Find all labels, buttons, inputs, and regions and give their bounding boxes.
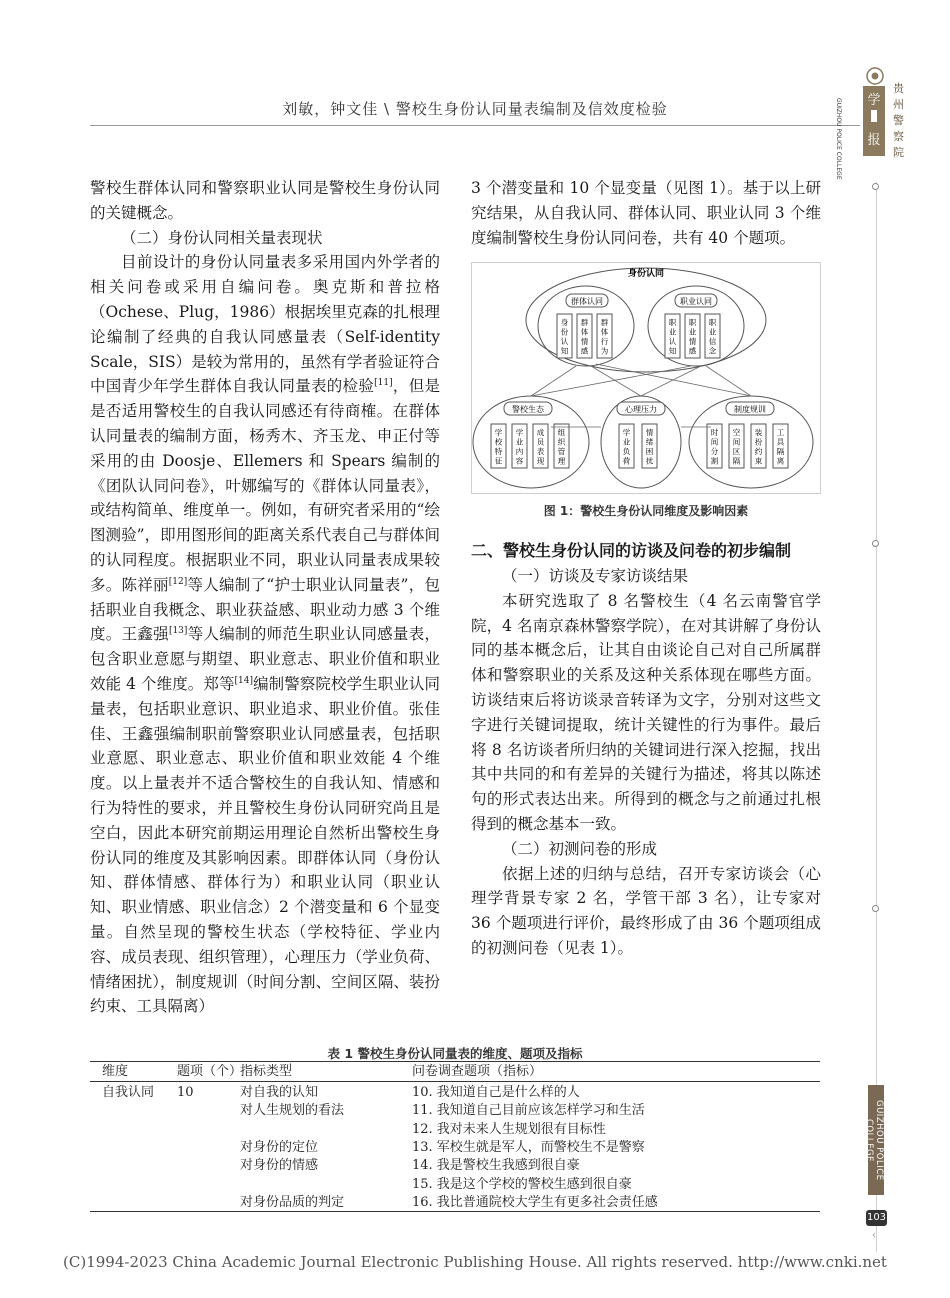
paragraph: 警校生群体认同和警察职业认同是警校生身份认同的关键概念。: [90, 179, 440, 222]
sidebar-dot: [872, 905, 879, 912]
diagram-state-label: 警校生态: [512, 405, 544, 414]
svg-text:学: 学: [867, 93, 881, 108]
diagram-rules-label: 制度规训: [734, 405, 766, 414]
figure-1: [471, 262, 821, 520]
journal-logo: [835, 62, 904, 180]
text-span: 等人编制的师范生职业认同感量表，包含职业意愿与期望、职业意志、职业价值和职业效能 4 个维度。郑等: [90, 625, 440, 693]
table-header: 指标类型: [240, 1064, 293, 1079]
table-cell: 16. 我比普通院校大学生有更多社会责任感: [412, 1194, 658, 1210]
table-header: 维度: [102, 1064, 129, 1079]
table-cell: 11. 我知道自己目前应该怎样学习和生活: [412, 1103, 645, 1119]
svg-text:州: 州: [893, 98, 904, 111]
right-column-top: [471, 176, 821, 250]
citation[interactable]: [11]: [374, 378, 393, 389]
table-rule: [90, 1081, 820, 1082]
text-span: 编制警察院校学生职业认同量表，包括职业意识、职业追求、职业价值。张佳佳、王鑫强编制职前警察职业认同感量表，包括职业意愿、职业意志、职业价值和职业效能 4 个维度。以上量表并不适合警校生的自我认知、情感和行为特性的要求，并且警校生身份认同研究尚且是空白，因此本研究前期运用理论自然析出警校生身份认同的维度及其影响因素。即群体认同（身份认知、群体情感、群体行为）和职业认同（职业认知、职业情感、职业信念）2 个潜变量和 6 个显变量。自然呈现的警校生状态（学校特征、学业内容、成员表现、组织管理），心理压力（学业负荷、情绪困扰），制度规训（时间分割、空间区隔、装扮约束、工具隔离）: [90, 674, 440, 1016]
table-cell: 12. 我对未来人生规划很有目标性: [412, 1121, 606, 1137]
diagram-item-label: 学校特征: [494, 428, 503, 466]
text-span: ，但是是否适用警校生的自我认同感还有待商榷。在群体认同量表的编制方面，杨秀木、齐玉龙、申正付等采用的由 Doosje、Ellemers 和 Spears 编制的《团队认同问卷》，叶娜编写的《群体认同量表》，或结构简单、维度单一。例如，有研究者采用的“绘图测验”，即用图形间的距离关系代表自己与群体间的认同程度。根据职业不同，职业认同量表成果较多。陈祥丽: [90, 377, 440, 594]
diagram-item-label: 职业情感: [688, 318, 697, 356]
diagram-top-label: 身份认同: [627, 269, 665, 279]
text-span: 等人编制了“护士职业认同量表”，包括职业自我概念、职业获益感、职业动力感 3 个维度。王鑫强: [90, 575, 440, 644]
copyright-footer: (C)1994-2023 China Academic Journal Electronic Publishing House. All rights reserved. http://www.cnki.net: [63, 1253, 887, 1271]
table-cell: 15. 我是这个学校的警校生感到很自豪: [412, 1176, 632, 1192]
diagram-item-label: 群体情感: [580, 318, 589, 356]
citation[interactable]: [14]: [234, 675, 254, 686]
table-cell: 10: [177, 1085, 194, 1100]
diagram-item-label: 时间分割: [710, 428, 719, 466]
citation[interactable]: [13]: [168, 626, 188, 637]
diagram-item-label: 工具隔离: [776, 428, 785, 466]
table-cell: 14. 我是警校生我感到很自豪: [412, 1158, 580, 1174]
sidebar-dot: [872, 540, 879, 547]
svg-text:院: 院: [893, 146, 904, 159]
paragraph: 3 个潜变量和 10 个显变量（见图 1）。基于以上研究结果，从自我认同、群体认同、职业认同 3 个维度编制警校生身份认同问卷，共有 40 个题项。: [471, 179, 821, 247]
table-cell: 对身份的情感: [240, 1158, 319, 1174]
right-column-bottom: [471, 538, 821, 961]
table-cell: 对身份的定位: [240, 1139, 319, 1155]
paragraph: 本研究选取了 8 名警校生（4 名云南警官学院，4 名南京森林警察学院），在对其讲解了身份认同的基本概念后，让其自由谈论自己对自己所属群体和警察职业的关系及这种关系体现在哪些方面。访谈结束后将访谈录音转译为文字，分别对这些文字进行关键词提取，统计关键性的行为事件。最后将 8 名访谈者所归纳的关键词进行深入挖掘，找出其中共同的和有差异的关键行为描述，将其以陈述句的形式表达出来。所得到的概念与之前通过扎根得到的概念基本一致。: [471, 591, 821, 833]
table-header: 问卷调查题项（指标）: [412, 1064, 543, 1079]
table-header: 题项（个）: [177, 1064, 243, 1079]
diagram-item-label: 职业认知: [668, 318, 677, 356]
diagram-pressure-label: 心理压力: [625, 405, 657, 414]
chevron-icon: ‹: [872, 1230, 876, 1241]
svg-text:报: 报: [867, 133, 881, 148]
left-column: [90, 176, 440, 1019]
svg-text:察: 察: [893, 130, 904, 143]
text-span: 目前设计的身份认同量表多采用国内外学者的相关问卷或采用自编问卷。奥克斯和普拉格（Ochese、Plug，1986）根据埃里克森的扎根理论编制了经典的自我认同感量表（Self-identity Scale，SIS）是较为常用的，虽然有学者验证符合中国青少年学生群体自我认同量表的检验: [90, 253, 440, 396]
diagram-item-label: 情绪困扰: [645, 428, 654, 466]
diagram-item-label: 学业负荷: [622, 428, 631, 466]
citation[interactable]: [12]: [168, 576, 188, 587]
paragraph: [90, 250, 440, 1019]
sidebar-dot: [872, 183, 879, 190]
diagram-career-label: 职业认同: [680, 297, 712, 306]
page-number: 103: [866, 1210, 887, 1226]
diagram-group-label: 群体认同: [571, 297, 603, 306]
svg-text:贵: 贵: [893, 82, 904, 95]
diagram-item-label: 群体行为: [600, 318, 609, 356]
diagram-item-label: 空间区隔: [732, 428, 741, 466]
diagram-item-label: 身份认知: [560, 318, 569, 356]
table-cell: 自我认同: [102, 1085, 155, 1100]
identity-diagram: [471, 262, 821, 494]
diagram-item-label: 职业信念: [708, 318, 717, 356]
table-cell: 10. 我知道自己是什么样的人: [412, 1085, 580, 1100]
table-cell: 13. 军校生就是军人，而警校生不是警察: [412, 1139, 645, 1155]
svg-text:警: 警: [893, 114, 904, 127]
header-rule: [90, 125, 860, 126]
subsection-heading: （二）初测问卷的形成: [502, 839, 658, 858]
table-title: 表 1 警校生身份认同量表的维度、题项及指标: [327, 1046, 583, 1061]
diagram-item-label: 装扮约束: [754, 428, 763, 466]
section-heading: （二）身份认同相关量表现状: [121, 228, 323, 247]
table-cell: 对自我的认知: [240, 1085, 319, 1100]
section-heading: 二、警校生身份认同的访谈及问卷的初步编制: [471, 541, 792, 560]
diagram-item-label: 学业内容: [515, 428, 524, 466]
running-header: 刘敏，钟文佳 \ 警校生身份认同量表编制及信效度检验: [282, 100, 668, 118]
table-cell: 对身份品质的判定: [240, 1194, 345, 1210]
diagram-item-label: 成员表现: [536, 428, 545, 466]
logo-english: GUIZHOU POLICE COLLEGE: [835, 98, 842, 180]
paragraph: 依据上述的归纳与总结，召开专家访谈会（心理学背景专家 2 名，学管干部 3 名），让专家对 36 个题项进行评价，最终形成了由 36 个题项组成的初测问卷（见表 1）。: [471, 864, 821, 957]
subsection-heading: （一）访谈及专家访谈结果: [502, 567, 689, 585]
journal-side-label: GUIZHOU POLICE COLLEGE: [868, 1085, 884, 1195]
table-cell: 对人生规划的看法: [240, 1103, 345, 1119]
diagram-item-label: 组织管理: [557, 428, 566, 466]
figure-caption: 图 1：警校生身份认同维度及影响因素: [543, 504, 749, 518]
